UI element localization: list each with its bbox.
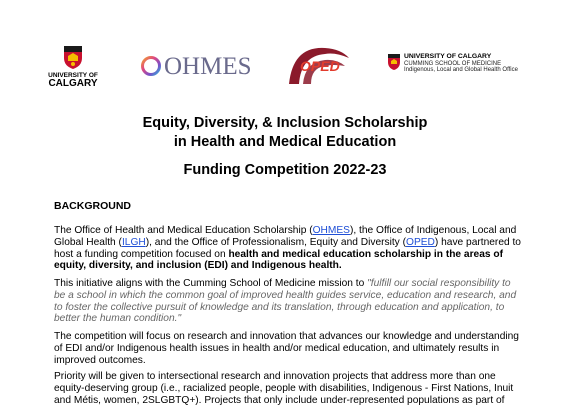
para1-text-2: ), the Office of Indigenous, Local and Global Health ( [54,225,517,248]
paragraph-focus: The competition will focus on research and innovation that advances our knowledge and understanding of EDI and/or Indigenous health issues in health and/or medical education, and ultimately results in improved outcomes. [54,331,519,366]
title-line-2: in Health and Medical Education [173,134,397,150]
document-subtitle: Funding Competition 2022-23 [183,162,387,178]
ohmes-link[interactable]: OHMES [312,225,350,236]
uc-logo-line2: CALGARY [48,78,98,89]
ohmes-ring-icon [140,55,162,77]
document-title [0,114,570,152]
oped-link[interactable]: OPED [406,236,435,248]
ilgh-logo-line1: UNIVERSITY OF CALGARY [404,53,492,60]
para1-text-1: The Office of Health and Medical Education Scholarship ( [54,225,313,236]
para1-bold-text: health and medical education scholarship in the areas of equity, diversity, and inclusion (EDI) and Indigenous health. [54,248,504,272]
crest-icon [387,53,401,71]
para2-text: This initiative aligns with the Cumming School of Medicine mission to [54,278,368,289]
ohmes-logo-text: OHMES [164,53,252,80]
ilgh-logo-line2: CUMMING SCHOOL OF MEDICINE [404,60,502,67]
ilgh-link[interactable]: ILGH [121,236,146,248]
university-of-calgary-logo [47,44,99,89]
mission-quote: "fulfill our social responsibility to be a school in which the common goal of improved health guides service, education and research, and to foster the collective pursuit of knowledge and its translation, through education and application, to better the human condition." [54,278,517,325]
crest-icon [62,44,84,70]
oped-logo [285,42,355,88]
paragraph-priority: Priority will be given to intersectional research and innovation projects that address more than one equity-deserving group (i.e., racialized people, people with disabilities, Indigenous - First Nations, Inuit and Métis, women, 2SLGBTQ+). Projects that only include under-represented populations as part of [54,371,514,406]
para1-text-3: ), and the Office of Professionalism, Equity and Diversity ( [145,236,407,248]
paragraph-mission [54,278,524,325]
logo-bar [0,40,570,90]
paragraph-partners [54,225,524,272]
uc-logo-line1: UNIVERSITY OF [48,72,98,79]
title-line-1: Equity, Diversity, & Inclusion Scholarship [142,115,428,131]
section-heading-background: BACKGROUND [54,200,131,212]
oped-logo-text: OPED [300,58,340,74]
para1-text-4: ) have partnered to host a funding competition focused on [54,236,521,260]
ilgh-logo-line3: Indigenous, Local and Global Health Office [404,67,518,74]
